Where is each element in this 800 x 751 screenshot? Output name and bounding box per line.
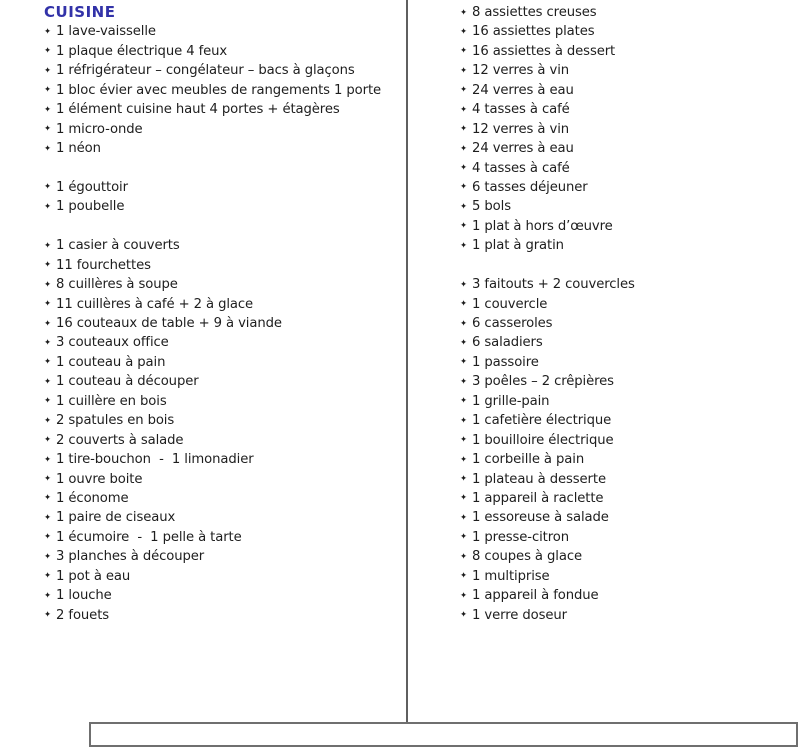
diamond-bullet-icon: ✦ [460, 182, 468, 193]
list-item [460, 314, 790, 333]
diamond-bullet-icon: ✦ [460, 143, 468, 154]
list-item-text: 6 saladiers [472, 335, 543, 351]
list-item [44, 606, 404, 625]
diamond-bullet-icon: ✦ [44, 376, 52, 387]
list-item-text: 1 écumoire - 1 pelle à tarte [56, 529, 242, 545]
list-item [44, 42, 404, 61]
list-item-text: 1 ouvre boite [56, 471, 143, 487]
list-item [44, 411, 404, 430]
list-item-text: 8 coupes à glace [472, 549, 582, 565]
list-item-text: 12 verres à vin [472, 63, 570, 79]
diamond-bullet-icon: ✦ [44, 143, 52, 154]
list-item-text: 24 verres à eau [472, 82, 574, 98]
diamond-bullet-icon: ✦ [44, 357, 52, 368]
diamond-bullet-icon: ✦ [460, 104, 468, 115]
diamond-bullet-icon: ✦ [460, 201, 468, 212]
list-item-text: 1 couvercle [472, 296, 548, 312]
diamond-bullet-icon: ✦ [460, 221, 468, 232]
list-item-text: 1 passoire [472, 354, 539, 370]
diamond-bullet-icon: ✦ [460, 124, 468, 135]
diamond-bullet-icon: ✦ [44, 65, 52, 76]
list-item [44, 314, 404, 333]
list-item-text: 6 tasses déjeuner [472, 179, 588, 195]
diamond-bullet-icon: ✦ [44, 124, 52, 135]
list-item-text: 8 assiettes creuses [472, 5, 597, 20]
list-item-text: 1 élément cuisine haut 4 portes + étagères [56, 102, 340, 118]
diamond-bullet-icon: ✦ [460, 454, 468, 465]
list-item [460, 353, 790, 372]
list-item [460, 586, 790, 605]
diamond-bullet-icon: ✦ [44, 104, 52, 115]
list-item [44, 508, 404, 527]
list-item-text: 1 couteau à découper [56, 374, 199, 390]
list-item [44, 236, 404, 255]
list-item [460, 508, 790, 527]
diamond-bullet-icon: ✦ [460, 532, 468, 543]
left-item-list [44, 22, 404, 625]
list-item [460, 178, 790, 197]
column-divider [406, 0, 408, 722]
diamond-bullet-icon: ✦ [44, 590, 52, 601]
list-item-text: 1 bouilloire électrique [472, 432, 614, 448]
list-item [460, 567, 790, 586]
list-item [460, 159, 790, 178]
list-item-text: 12 verres à vin [472, 121, 570, 137]
list-item [44, 139, 404, 158]
list-item [460, 528, 790, 547]
list-item-text: 1 louche [56, 588, 112, 604]
list-item [44, 528, 404, 547]
list-item-text: 1 économe [56, 490, 129, 506]
list-item-text: 1 cuillère en bois [56, 393, 167, 409]
list-item-text: 1 réfrigérateur – congélateur – bacs à glaçons [56, 63, 355, 79]
list-item [44, 489, 404, 508]
list-item-text: 11 fourchettes [56, 257, 151, 273]
list-item-text: 2 couverts à salade [56, 432, 184, 448]
list-item-text: 1 appareil à fondue [472, 588, 599, 604]
list-item-text: 1 poubelle [56, 199, 125, 215]
diamond-bullet-icon: ✦ [44, 260, 52, 271]
list-item-text: 1 grille-pain [472, 393, 550, 409]
list-item [460, 120, 790, 139]
diamond-bullet-icon: ✦ [44, 474, 52, 484]
list-item [460, 431, 790, 450]
list-item-text: 1 corbeille à pain [472, 452, 585, 468]
diamond-bullet-icon: ✦ [44, 415, 52, 426]
diamond-bullet-icon: ✦ [460, 46, 468, 57]
diamond-bullet-icon: ✦ [44, 240, 52, 251]
list-item [460, 372, 790, 391]
list-item [460, 42, 790, 61]
diamond-bullet-icon: ✦ [460, 396, 468, 407]
blank-line [44, 217, 404, 236]
diamond-bullet-icon: ✦ [44, 571, 52, 582]
diamond-bullet-icon: ✦ [460, 376, 468, 387]
diamond-bullet-icon: ✦ [44, 85, 52, 96]
diamond-bullet-icon: ✦ [44, 46, 52, 57]
left-column [44, 3, 404, 625]
list-item-text: 16 assiettes plates [472, 24, 595, 40]
list-item [460, 236, 790, 255]
list-item [460, 3, 790, 22]
list-item [460, 333, 790, 352]
diamond-bullet-icon: ✦ [460, 240, 468, 251]
list-item-text: 1 cafetière électrique [472, 413, 612, 429]
diamond-bullet-icon: ✦ [44, 532, 52, 543]
list-item [44, 431, 404, 450]
diamond-bullet-icon: ✦ [460, 590, 468, 601]
diamond-bullet-icon: ✦ [44, 26, 52, 37]
diamond-bullet-icon: ✦ [460, 337, 468, 348]
diamond-bullet-icon: ✦ [44, 279, 52, 290]
list-item-text: 24 verres à eau [472, 141, 574, 157]
diamond-bullet-icon: ✦ [460, 474, 468, 484]
list-item-text: 1 bloc évier avec meubles de rangements 1 porte [56, 82, 382, 98]
diamond-bullet-icon: ✦ [460, 318, 468, 329]
diamond-bullet-icon: ✦ [460, 163, 468, 173]
list-item-text: 2 spatules en bois [56, 413, 175, 429]
diamond-bullet-icon: ✦ [460, 357, 468, 368]
diamond-bullet-icon: ✦ [44, 299, 52, 310]
blank-line [460, 256, 790, 275]
list-item [460, 197, 790, 216]
diamond-bullet-icon: ✦ [460, 415, 468, 426]
list-item-text: 1 lave-vaisselle [56, 24, 156, 40]
diamond-bullet-icon: ✦ [44, 182, 52, 193]
list-item-text: 1 couteau à pain [56, 354, 166, 370]
list-item-text: 3 poêles – 2 crêpières [472, 374, 614, 390]
list-item [44, 586, 404, 605]
page-title: CUISINE [44, 3, 116, 21]
list-item-text: 3 faitouts + 2 couvercles [472, 277, 635, 293]
list-item-text: 6 casseroles [472, 316, 553, 331]
list-item [460, 470, 790, 489]
list-item [44, 178, 404, 197]
list-item-text: 8 cuillères à soupe [56, 277, 178, 293]
diamond-bullet-icon: ✦ [44, 493, 52, 504]
diamond-bullet-icon: ✦ [460, 493, 468, 504]
list-item [460, 295, 790, 314]
list-item [460, 275, 790, 294]
right-item-list [460, 3, 790, 625]
list-item [460, 22, 790, 41]
list-item [44, 392, 404, 411]
list-item [44, 61, 404, 80]
list-item-text: 1 appareil à raclette [472, 490, 604, 506]
list-item [460, 606, 790, 625]
list-item [44, 353, 404, 372]
list-item [460, 100, 790, 119]
list-item [44, 470, 404, 489]
list-item [44, 81, 404, 100]
list-item-text: 1 verre doseur [472, 607, 567, 623]
diamond-bullet-icon: ✦ [460, 610, 468, 621]
list-item [44, 22, 404, 41]
list-item-text: 1 micro-onde [56, 121, 143, 137]
list-item [460, 139, 790, 158]
list-item-text: 11 cuillères à café + 2 à glace [56, 296, 254, 312]
list-item [460, 489, 790, 508]
list-item [460, 217, 790, 236]
list-item [44, 450, 404, 469]
list-item [44, 567, 404, 586]
diamond-bullet-icon: ✦ [460, 279, 468, 290]
list-item-text: 1 paire de ciseaux [56, 510, 176, 526]
diamond-bullet-icon: ✦ [44, 337, 52, 348]
diamond-bullet-icon: ✦ [44, 318, 52, 329]
list-item [44, 120, 404, 139]
diamond-bullet-icon: ✦ [460, 65, 468, 76]
list-item [44, 547, 404, 566]
list-item-text: 1 plateau à desserte [472, 471, 606, 487]
list-item [460, 411, 790, 430]
list-item [44, 256, 404, 275]
diamond-bullet-icon: ✦ [460, 435, 468, 446]
list-item-text: 4 tasses à café [472, 102, 570, 118]
list-item [460, 547, 790, 566]
list-item-text: 16 assiettes à dessert [472, 43, 616, 59]
right-column [460, 3, 790, 625]
list-item-text: 1 multiprise [472, 568, 550, 584]
list-item-text: 3 couteaux office [56, 335, 169, 351]
diamond-bullet-icon: ✦ [44, 512, 52, 523]
diamond-bullet-icon: ✦ [44, 610, 52, 621]
list-item-text: 1 égouttoir [56, 179, 128, 195]
diamond-bullet-icon: ✦ [44, 551, 52, 562]
diamond-bullet-icon: ✦ [460, 7, 468, 18]
blank-line [44, 159, 404, 178]
list-item-text: 1 casier à couverts [56, 238, 180, 254]
diamond-bullet-icon: ✦ [460, 299, 468, 310]
list-item-text: 1 plat à gratin [472, 238, 564, 254]
footer-box [89, 722, 798, 747]
list-item-text: 1 essoreuse à salade [472, 510, 609, 526]
list-item [44, 197, 404, 216]
list-item [44, 275, 404, 294]
list-item-text: 5 bols [472, 199, 511, 215]
list-item [44, 100, 404, 119]
list-item [44, 372, 404, 391]
list-item-text: 1 plaque électrique 4 feux [56, 43, 228, 59]
list-item [460, 81, 790, 100]
diamond-bullet-icon: ✦ [460, 26, 468, 37]
list-item [44, 333, 404, 352]
list-item [460, 392, 790, 411]
list-item-text: 1 néon [56, 141, 101, 157]
diamond-bullet-icon: ✦ [44, 435, 52, 446]
list-item [44, 295, 404, 314]
diamond-bullet-icon: ✦ [460, 551, 468, 562]
diamond-bullet-icon: ✦ [460, 512, 468, 523]
list-item-text: 1 tire-bouchon - 1 limonadier [56, 452, 254, 468]
list-item-text: 16 couteaux de table + 9 à viande [56, 316, 282, 331]
diamond-bullet-icon: ✦ [44, 201, 52, 212]
list-item-text: 1 pot à eau [56, 568, 131, 584]
diamond-bullet-icon: ✦ [460, 85, 468, 96]
list-item-text: 3 planches à découper [56, 549, 205, 565]
list-item-text: 1 plat à hors d’œuvre [472, 218, 613, 234]
list-item [460, 450, 790, 469]
diamond-bullet-icon: ✦ [44, 396, 52, 407]
diamond-bullet-icon: ✦ [460, 571, 468, 582]
list-item-text: 2 fouets [56, 607, 110, 623]
list-item-text: 4 tasses à café [472, 160, 570, 176]
diamond-bullet-icon: ✦ [44, 454, 52, 465]
list-item-text: 1 presse-citron [472, 529, 569, 545]
list-item [460, 61, 790, 80]
